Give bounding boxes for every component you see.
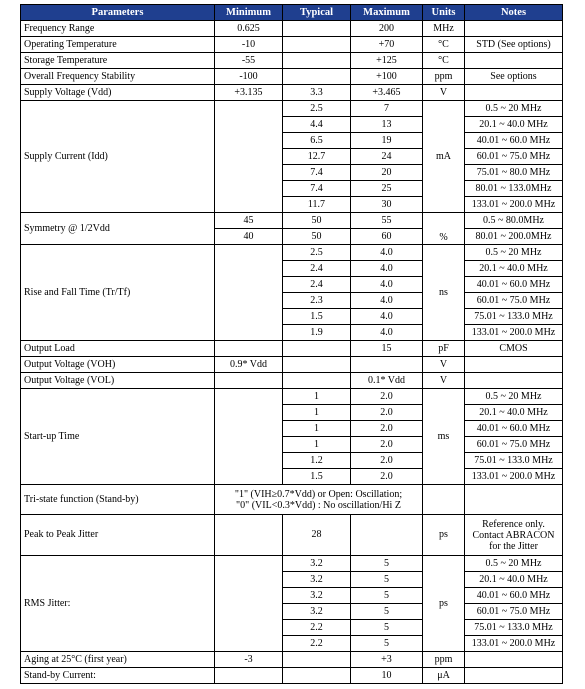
note-cell: [465, 652, 563, 668]
note-cell: 80.01 ~ 200.0MHz: [465, 229, 563, 245]
typ-cell: 2.5: [283, 101, 351, 117]
typ-cell: 2.5: [283, 245, 351, 261]
max-cell: 4.0: [351, 245, 423, 261]
note-cell: [465, 357, 563, 373]
max-cell: 5: [351, 604, 423, 620]
note-cell: STD (See options): [465, 37, 563, 53]
typ-cell: 1: [283, 421, 351, 437]
typ-cell: 4.4: [283, 117, 351, 133]
note-cell: [465, 485, 563, 515]
note-cell: [465, 21, 563, 37]
max-cell: 19: [351, 133, 423, 149]
typ-cell: 3.3: [283, 85, 351, 101]
unit-cell: V: [423, 85, 465, 101]
max-cell: 2.0: [351, 453, 423, 469]
typ-cell: 1: [283, 405, 351, 421]
param-cell: Storage Temperature: [21, 53, 215, 69]
typ-cell: 6.5: [283, 133, 351, 149]
typ-cell: [283, 341, 351, 357]
table-row-p2p-jitter: [21, 515, 563, 556]
unit-cell: ppm: [423, 652, 465, 668]
param-cell: Operating Temperature: [21, 37, 215, 53]
note-cell: 0.5 ~ 20 MHz: [465, 556, 563, 572]
unit-cell: °C: [423, 53, 465, 69]
table-row: [21, 53, 563, 69]
note-cell: 133.01 ~ 200.0 MHz: [465, 636, 563, 652]
note-cell: 20.1 ~ 40.0 MHz: [465, 117, 563, 133]
min-cell: [215, 101, 283, 213]
unit-cell: mA: [423, 101, 465, 213]
max-cell: 2.0: [351, 469, 423, 485]
table-row: [21, 389, 563, 405]
unit-cell: μA: [423, 668, 465, 684]
table-row-tristate: [21, 485, 563, 515]
max-cell: 5: [351, 620, 423, 636]
typ-cell: 1.2: [283, 453, 351, 469]
min-cell: [215, 373, 283, 389]
max-cell: 2.0: [351, 421, 423, 437]
typ-cell: 1.9: [283, 325, 351, 341]
max-cell: 7: [351, 101, 423, 117]
min-cell: -10: [215, 37, 283, 53]
min-cell: -100: [215, 69, 283, 85]
max-cell: +125: [351, 53, 423, 69]
header-units: Units: [423, 5, 465, 21]
max-cell: 4.0: [351, 261, 423, 277]
note-cell: [465, 668, 563, 684]
table-row: [21, 213, 563, 229]
typ-cell: 2.3: [283, 293, 351, 309]
tristate-line-2: "0" (VIL<0.3*Vdd) : No oscillation/Hi Z: [236, 499, 401, 511]
param-cell: Stand-by Current:: [21, 668, 215, 684]
param-cell-rise-fall: Rise and Fall Time (Tr/Tf): [21, 245, 215, 341]
note-cell: 133.01 ~ 200.0 MHz: [465, 325, 563, 341]
typ-cell: 12.7: [283, 149, 351, 165]
min-cell: 40: [215, 229, 283, 245]
param-cell: Output Load: [21, 341, 215, 357]
min-cell: +3.135: [215, 85, 283, 101]
param-cell: Peak to Peak Jitter: [21, 515, 215, 556]
table-row: [21, 37, 563, 53]
tristate-description: [215, 485, 423, 515]
min-cell: -55: [215, 53, 283, 69]
note-cell: 0.5 ~ 20 MHz: [465, 389, 563, 405]
unit-cell: ps: [423, 556, 465, 652]
max-cell: 4.0: [351, 325, 423, 341]
param-cell-supply-current: Supply Current (Idd): [21, 101, 215, 213]
typ-cell: 3.2: [283, 556, 351, 572]
note-cell: [465, 515, 563, 556]
header-typical: Typical: [283, 5, 351, 21]
jitter-note-line-1: Reference only.: [482, 518, 545, 530]
max-cell: 2.0: [351, 389, 423, 405]
unit-cell: MHz: [423, 21, 465, 37]
note-cell: 40.01 ~ 60.0 MHz: [465, 133, 563, 149]
typ-cell: 2.4: [283, 261, 351, 277]
max-cell: 2.0: [351, 437, 423, 453]
specifications-table: [20, 4, 563, 684]
typ-cell: [283, 373, 351, 389]
typ-cell: 11.7: [283, 197, 351, 213]
table-header-row: [21, 5, 563, 21]
typ-cell: 50: [283, 229, 351, 245]
table-row: [21, 85, 563, 101]
note-cell: 75.01 ~ 80.0 MHz: [465, 165, 563, 181]
note-cell: 40.01 ~ 60.0 MHz: [465, 421, 563, 437]
max-cell: 24: [351, 149, 423, 165]
max-cell: [351, 515, 423, 556]
param-cell-startup: Start-up Time: [21, 389, 215, 485]
table-row: [21, 668, 563, 684]
max-cell: 15: [351, 341, 423, 357]
max-cell: 25: [351, 181, 423, 197]
min-cell: [215, 341, 283, 357]
typ-cell: [283, 357, 351, 373]
max-cell: +3: [351, 652, 423, 668]
max-cell: 60: [351, 229, 423, 245]
max-cell: [351, 357, 423, 373]
max-cell: +100: [351, 69, 423, 85]
max-cell: 5: [351, 556, 423, 572]
param-cell: Tri-state function (Stand-by): [21, 485, 215, 515]
min-cell: [215, 556, 283, 652]
param-cell: Supply Voltage (Vdd): [21, 85, 215, 101]
note-cell: 75.01 ~ 133.0 MHz: [465, 620, 563, 636]
typ-cell: 3.2: [283, 588, 351, 604]
unit-cell: ns: [423, 245, 465, 341]
typ-cell: [283, 69, 351, 85]
min-cell: [215, 389, 283, 485]
max-cell: 2.0: [351, 405, 423, 421]
header-parameters: Parameters: [21, 5, 215, 21]
typ-cell: 2.2: [283, 636, 351, 652]
max-cell: +3.465: [351, 85, 423, 101]
note-cell: 40.01 ~ 60.0 MHz: [465, 277, 563, 293]
param-cell: Overall Frequency Stability: [21, 69, 215, 85]
max-cell: 0.1* Vdd: [351, 373, 423, 389]
unit-cell: ps: [423, 515, 465, 556]
max-cell: 5: [351, 588, 423, 604]
table-row: [21, 245, 563, 261]
max-cell: 5: [351, 636, 423, 652]
min-cell: 0.625: [215, 21, 283, 37]
typ-cell: 7.4: [283, 165, 351, 181]
header-maximum: Maximum: [351, 5, 423, 21]
typ-cell: 1.5: [283, 309, 351, 325]
note-cell: 20.1 ~ 40.0 MHz: [465, 572, 563, 588]
note-cell: 20.1 ~ 40.0 MHz: [465, 261, 563, 277]
table-row: [21, 341, 563, 357]
typ-cell: 7.4: [283, 181, 351, 197]
jitter-note-line-3: for the Jitter: [489, 540, 538, 552]
max-cell: 55: [351, 213, 423, 229]
table-row: [21, 373, 563, 389]
note-cell: 133.01 ~ 200.0 MHz: [465, 469, 563, 485]
param-cell-symmetry: Symmetry @ 1/2Vdd: [21, 213, 215, 245]
note-cell: 0.5 ~ 20 MHz: [465, 245, 563, 261]
unit-cell: pF: [423, 341, 465, 357]
max-cell: +70: [351, 37, 423, 53]
typ-cell: 1: [283, 437, 351, 453]
note-cell: [465, 85, 563, 101]
min-cell: -3: [215, 652, 283, 668]
typ-cell: [283, 21, 351, 37]
note-cell: 60.01 ~ 75.0 MHz: [465, 604, 563, 620]
note-cell: [465, 373, 563, 389]
table-row: [21, 652, 563, 668]
note-cell: [465, 53, 563, 69]
max-cell: 200: [351, 21, 423, 37]
param-cell: Aging at 25°C (first year): [21, 652, 215, 668]
table-row: [21, 357, 563, 373]
jitter-note-line-2: Contact ABRACON: [472, 529, 555, 541]
max-cell: 4.0: [351, 309, 423, 325]
min-cell: 0.9* Vdd: [215, 357, 283, 373]
param-cell: Output Voltage (VOL): [21, 373, 215, 389]
typ-cell: [283, 668, 351, 684]
header-minimum: Minimum: [215, 5, 283, 21]
note-cell: CMOS: [465, 341, 563, 357]
table-row: [21, 556, 563, 572]
min-cell: 45: [215, 213, 283, 229]
max-cell: 4.0: [351, 293, 423, 309]
typ-cell: 3.2: [283, 572, 351, 588]
unit-cell: ppm: [423, 69, 465, 85]
unit-cell: %: [423, 213, 465, 245]
note-cell: 0.5 ~ 20 MHz: [465, 101, 563, 117]
unit-cell: °C: [423, 37, 465, 53]
max-cell: 4.0: [351, 277, 423, 293]
note-cell: See options: [465, 69, 563, 85]
table-row: [21, 101, 563, 117]
typ-cell: 1.5: [283, 469, 351, 485]
note-cell: 60.01 ~ 75.0 MHz: [465, 149, 563, 165]
max-cell: 13: [351, 117, 423, 133]
param-cell: Output Voltage (VOH): [21, 357, 215, 373]
typ-cell: 3.2: [283, 604, 351, 620]
param-cell: Frequency Range: [21, 21, 215, 37]
note-cell: 60.01 ~ 75.0 MHz: [465, 437, 563, 453]
note-cell: 40.01 ~ 60.0 MHz: [465, 588, 563, 604]
table-row: [21, 21, 563, 37]
unit-cell: V: [423, 373, 465, 389]
note-cell: 20.1 ~ 40.0 MHz: [465, 405, 563, 421]
note-cell: 75.01 ~ 133.0 MHz: [465, 309, 563, 325]
max-cell: 20: [351, 165, 423, 181]
min-cell: [215, 668, 283, 684]
note-cell: 60.01 ~ 75.0 MHz: [465, 293, 563, 309]
note-cell: 133.01 ~ 200.0 MHz: [465, 197, 563, 213]
note-cell: 0.5 ~ 80.0MHz: [465, 213, 563, 229]
max-cell: 30: [351, 197, 423, 213]
typ-cell: 28: [283, 515, 351, 556]
unit-cell: ms: [423, 389, 465, 485]
note-cell: 75.01 ~ 133.0 MHz: [465, 453, 563, 469]
tristate-line-1: "1" (VIH≥0.7*Vdd) or Open: Oscillation;: [234, 488, 403, 500]
table-row: [21, 69, 563, 85]
min-cell: [215, 515, 283, 556]
typ-cell: 1: [283, 389, 351, 405]
min-cell: [215, 245, 283, 341]
typ-cell: 2.2: [283, 620, 351, 636]
max-cell: 10: [351, 668, 423, 684]
unit-cell: V: [423, 357, 465, 373]
param-cell-rms-jitter: RMS Jitter:: [21, 556, 215, 652]
unit-cell: [423, 485, 465, 515]
max-cell: 5: [351, 572, 423, 588]
typ-cell: [283, 53, 351, 69]
typ-cell: [283, 652, 351, 668]
typ-cell: 50: [283, 213, 351, 229]
header-notes: Notes: [465, 5, 563, 21]
typ-cell: 2.4: [283, 277, 351, 293]
note-cell: 80.01 ~ 133.0MHz: [465, 181, 563, 197]
typ-cell: [283, 37, 351, 53]
